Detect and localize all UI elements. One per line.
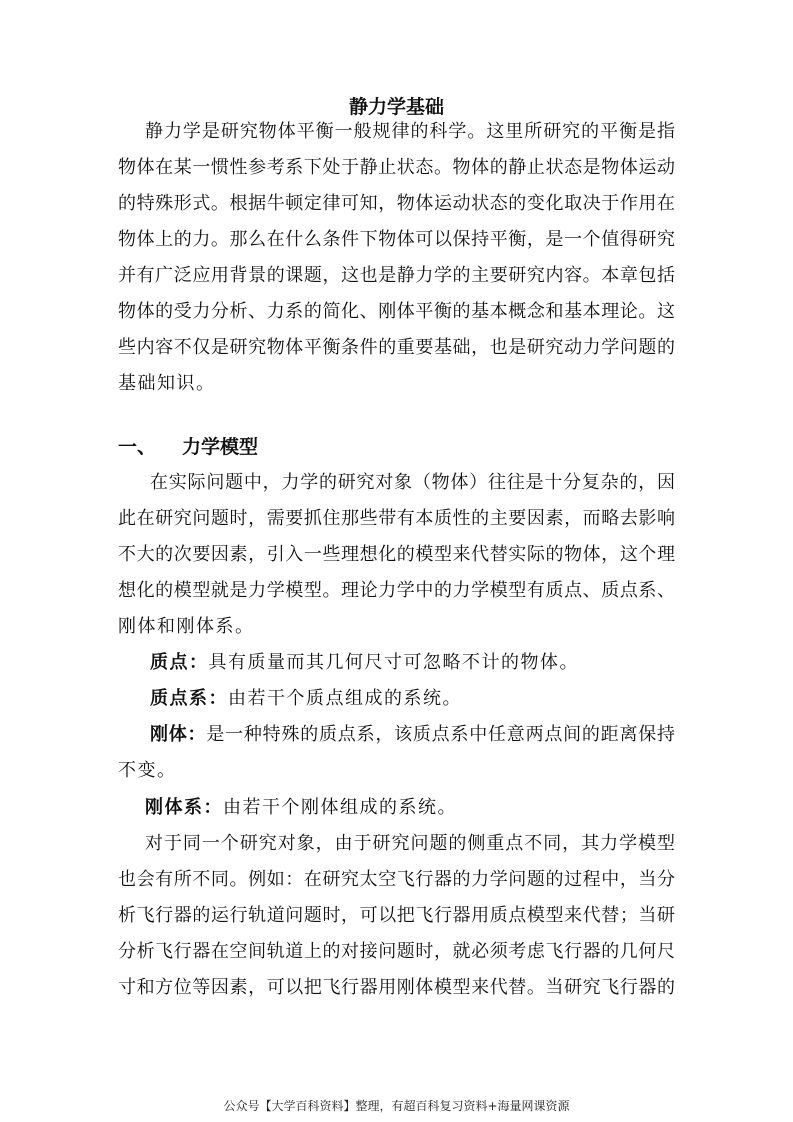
text-line xyxy=(118,537,675,573)
text-line xyxy=(118,366,675,402)
section-heading xyxy=(118,433,258,461)
text-line xyxy=(118,150,675,186)
text-line xyxy=(118,970,675,1006)
text-line xyxy=(118,258,675,294)
text-line xyxy=(118,609,675,645)
text-line xyxy=(118,330,675,366)
text-line xyxy=(118,294,675,330)
term-label: 质点： xyxy=(150,652,209,673)
line-text: 想化的模型就是力学模型。理论力学中的力学模型有质点、质点系、 xyxy=(118,580,675,601)
line-text: 静力学是研究物体平衡一般规律的科学。这里所研究的平衡是指 xyxy=(145,121,675,142)
text-line xyxy=(150,681,675,717)
line-text: 寸和方位等因素，可以把飞行器用刚体模型来代替。当研究飞行器的 xyxy=(118,977,675,998)
document-title: 静力学基础 xyxy=(348,96,444,118)
line-text: 不变。 xyxy=(118,760,177,781)
line-text: 物体上的力。那么在什么条件下物体可以保持平衡，是一个值得研究 xyxy=(118,229,675,250)
text-line xyxy=(145,826,675,862)
text-line xyxy=(118,186,675,222)
text-line xyxy=(118,573,675,609)
text-line xyxy=(145,114,675,150)
text-line xyxy=(118,934,675,970)
line-text: 些内容不仅是研究物体平衡条件的重要基础，也是研究动力学问题的 xyxy=(118,337,675,358)
section-number: 一、 xyxy=(118,436,157,458)
page-footer: 公众号【大学百科资料】整理，有超百科复习资料+海量网课资源 xyxy=(223,1099,570,1113)
text-line xyxy=(150,465,675,501)
line-text: 对于同一个研究对象，由于研究问题的侧重点不同，其力学模型 xyxy=(145,833,675,854)
section-title: 力学模型 xyxy=(182,436,259,458)
line-text: 是一种特殊的质点系，该质点系中任意两点间的距离保持 xyxy=(206,724,676,745)
line-text: 基础知识。 xyxy=(118,373,216,394)
line-text: 此在研究问题时，需要抓住那些带有本质性的主要因素，而略去影响 xyxy=(118,508,675,529)
line-text: 并有广泛应用背景的课题，这也是静力学的主要研究内容。本章包括 xyxy=(118,265,675,286)
line-text: 不大的次要因素，引入一些理想化的模型来代替实际的物体，这个理 xyxy=(118,544,675,565)
line-text: 在实际问题中，力学的研究对象（物体）往往是十分复杂的，因 xyxy=(150,472,675,493)
line-text: 由若干个刚体组成的系统。 xyxy=(223,797,457,818)
text-line xyxy=(118,753,675,789)
line-text: 刚体和刚体系。 xyxy=(118,616,255,637)
text-line xyxy=(118,222,675,258)
text-line xyxy=(118,898,675,934)
line-text: 也会有所不同。例如：在研究太空飞行器的力学问题的过程中，当分 xyxy=(118,869,675,890)
line-text: 由若干个质点组成的系统。 xyxy=(228,688,462,709)
line-text: 分析飞行器在空间轨道上的对接问题时，就必须考虑飞行器的几何尺 xyxy=(118,941,675,962)
line-text: 物体的受力分析、力系的简化、刚体平衡的基本概念和基本理论。这 xyxy=(118,301,675,322)
line-text: 的特殊形式。根据牛顿定律可知，物体运动状态的变化取决于作用在 xyxy=(118,193,675,214)
line-text: 析飞行器的运行轨道问题时，可以把飞行器用质点模型来代替；当研 xyxy=(118,905,675,926)
term-label: 刚体： xyxy=(150,724,207,745)
term-label: 质点系： xyxy=(150,688,228,709)
text-line xyxy=(118,501,675,537)
term-label: 刚体系： xyxy=(145,797,223,818)
text-line xyxy=(150,645,675,681)
line-text: 物体在某一惯性参考系下处于静止状态。物体的静止状态是物体运动 xyxy=(118,157,675,178)
text-line xyxy=(145,790,675,826)
text-line xyxy=(118,862,675,898)
line-text: 具有质量而其几何尺寸可忽略不计的物体。 xyxy=(208,652,579,673)
text-line xyxy=(150,717,675,753)
